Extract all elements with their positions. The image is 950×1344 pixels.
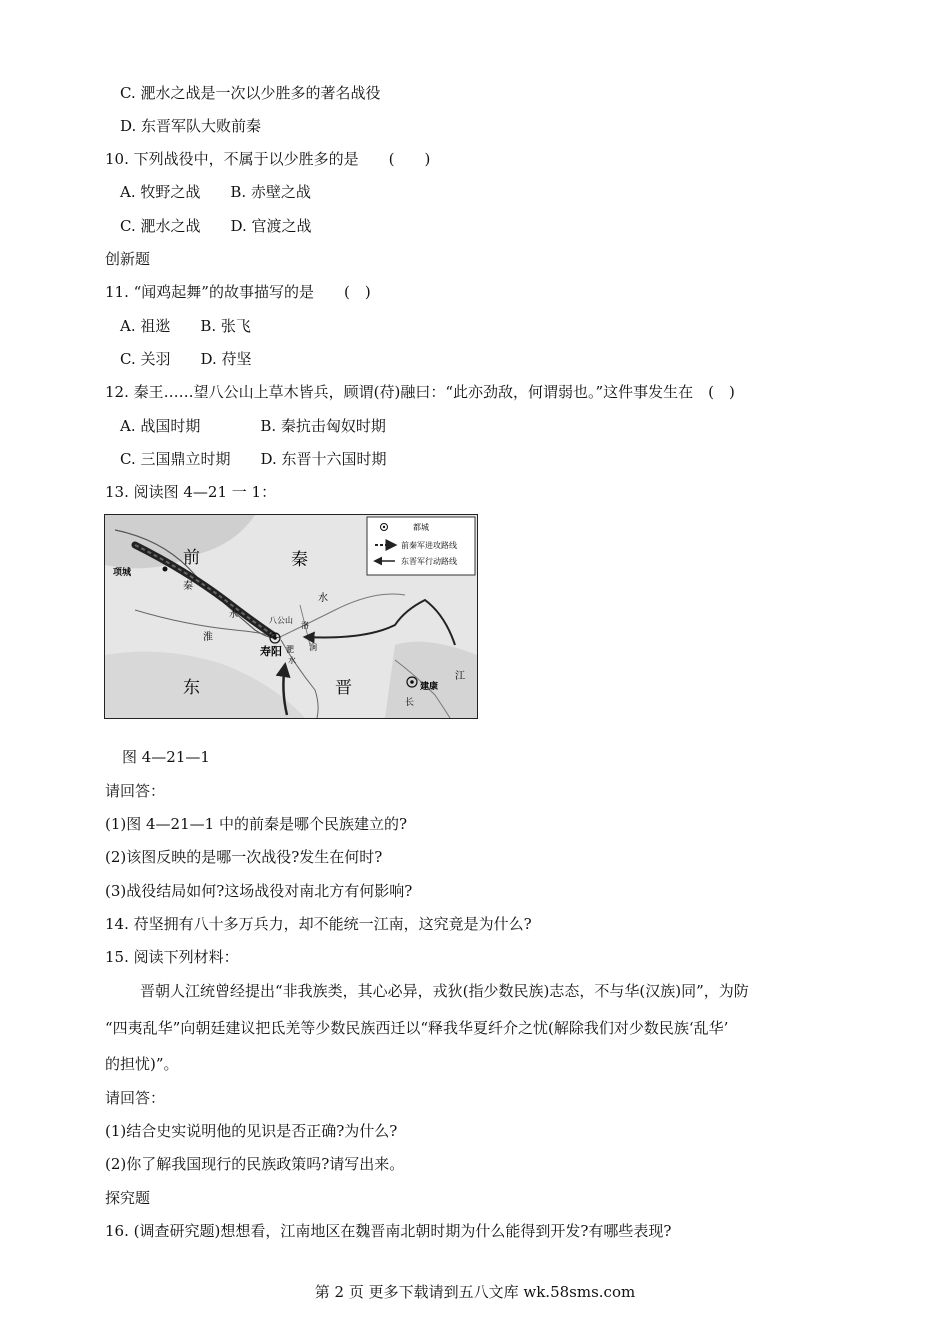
q13-sub-3: (3)战役结局如何?这场战役对南北方有何影响? bbox=[105, 882, 413, 900]
label-jian: 涧 bbox=[309, 643, 317, 652]
label-qian: 前 bbox=[183, 548, 200, 568]
label-huai: 淮 bbox=[203, 632, 213, 643]
label-dong: 东 bbox=[183, 678, 200, 698]
q12-options-ab: A. 战国时期 B. 秦抗击匈奴时期 bbox=[120, 417, 386, 435]
q9-option-d: D. 东晋军队大败前秦 bbox=[120, 117, 262, 135]
question-10: 10. 下列战役中，不属于以少胜多的是 ( ) bbox=[105, 150, 431, 168]
section-innovation: 创新题 bbox=[105, 250, 151, 268]
q10-options-ab: A. 牧野之战 B. 赤壁之战 bbox=[120, 183, 311, 201]
q15-sub-2: (2)你了解我国现行的民族政策吗?请写出来。 bbox=[105, 1155, 405, 1173]
label-shui-1: 水 bbox=[229, 610, 239, 620]
q12-options-cd: C. 三国鼎立时期 D. 东晋十六国时期 bbox=[120, 450, 387, 468]
q13-sub-2: (2)该图反映的是哪一次战役?发生在何时? bbox=[105, 848, 383, 866]
q15-sub-1: (1)结合史实说明他的见识是否正确?为什么? bbox=[105, 1122, 398, 1140]
label-shouyang: 寿阳 bbox=[260, 645, 282, 658]
label-xiangcheng: 项城 bbox=[113, 568, 132, 578]
battle-map-figure bbox=[104, 514, 478, 719]
label-jin: 晋 bbox=[335, 678, 352, 698]
question-13: 13. 阅读图 4—21 一 1： bbox=[105, 483, 277, 501]
label-chang: 长 bbox=[405, 698, 415, 708]
label-shui-2: 水 bbox=[318, 593, 328, 604]
question-15: 15. 阅读下列材料： bbox=[105, 948, 239, 966]
question-14: 14. 苻坚拥有八十多万兵力，却不能统一江南，这究竟是为什么? bbox=[105, 915, 532, 933]
legend-jin-route: 东晋军行动路线 bbox=[401, 557, 457, 566]
please-answer-1: 请回答： bbox=[105, 782, 166, 800]
label-qin-small: 秦 bbox=[183, 581, 193, 592]
legend-qin-route: 前秦军进攻路线 bbox=[401, 541, 457, 550]
label-jiankang: 建康 bbox=[420, 682, 439, 692]
q13-sub-1: (1)图 4—21—1 中的前秦是哪个民族建立的? bbox=[105, 815, 408, 833]
q15-material-line-1: 晋朝人江统曾经提出“非我族类，其心必异，戎狄(指少数民族)志态，不与华(汉族)同”，为防 bbox=[140, 982, 749, 1000]
q10-options-cd: C. 淝水之战 D. 官渡之战 bbox=[120, 217, 312, 235]
section-exploration: 探究题 bbox=[105, 1189, 151, 1207]
label-fei-shui: 水 bbox=[288, 656, 296, 665]
q9-option-c: C. 淝水之战是一次以少胜多的著名战役 bbox=[120, 84, 381, 102]
question-16: 16. (调查研究题)想想看，江南地区在魏晋南北朝时期为什么能得到开发?有哪些表现? bbox=[105, 1222, 672, 1240]
label-fei: 淝 bbox=[286, 645, 294, 654]
q11-options-ab: A. 祖逖 B. 张飞 bbox=[120, 317, 251, 335]
q11-options-cd: C. 关羽 D. 苻坚 bbox=[120, 350, 252, 368]
legend-capital: 都城 bbox=[413, 523, 429, 532]
figure-caption: 图 4—21—1 bbox=[122, 748, 210, 766]
question-11: 11. “闻鸡起舞”的故事描写的是 ( ) bbox=[105, 283, 371, 301]
page-footer: 第 2 页 更多下载请到五八文库 wk.58sms.com bbox=[314, 1283, 636, 1301]
label-jiang: 江 bbox=[455, 671, 465, 682]
q15-material-line-2: “四夷乱华”向朝廷建议把氐羌等少数民族西迁以“释我华夏纤介之忧(解除我们对少数民族‘乱华’ bbox=[105, 1019, 729, 1037]
please-answer-2: 请回答： bbox=[105, 1089, 166, 1107]
label-qin-big: 秦 bbox=[291, 550, 308, 570]
label-bagongshan: 八公山 bbox=[269, 616, 293, 625]
question-12: 12. 秦王……望八公山上草木皆兵，顾谓(苻)融曰：“此亦劲敌，何谓弱也。”这件事发生在 ( ) bbox=[105, 383, 735, 401]
label-luo: 洛 bbox=[301, 621, 309, 630]
q15-material-line-3: 的担忧)”。 bbox=[105, 1055, 179, 1073]
